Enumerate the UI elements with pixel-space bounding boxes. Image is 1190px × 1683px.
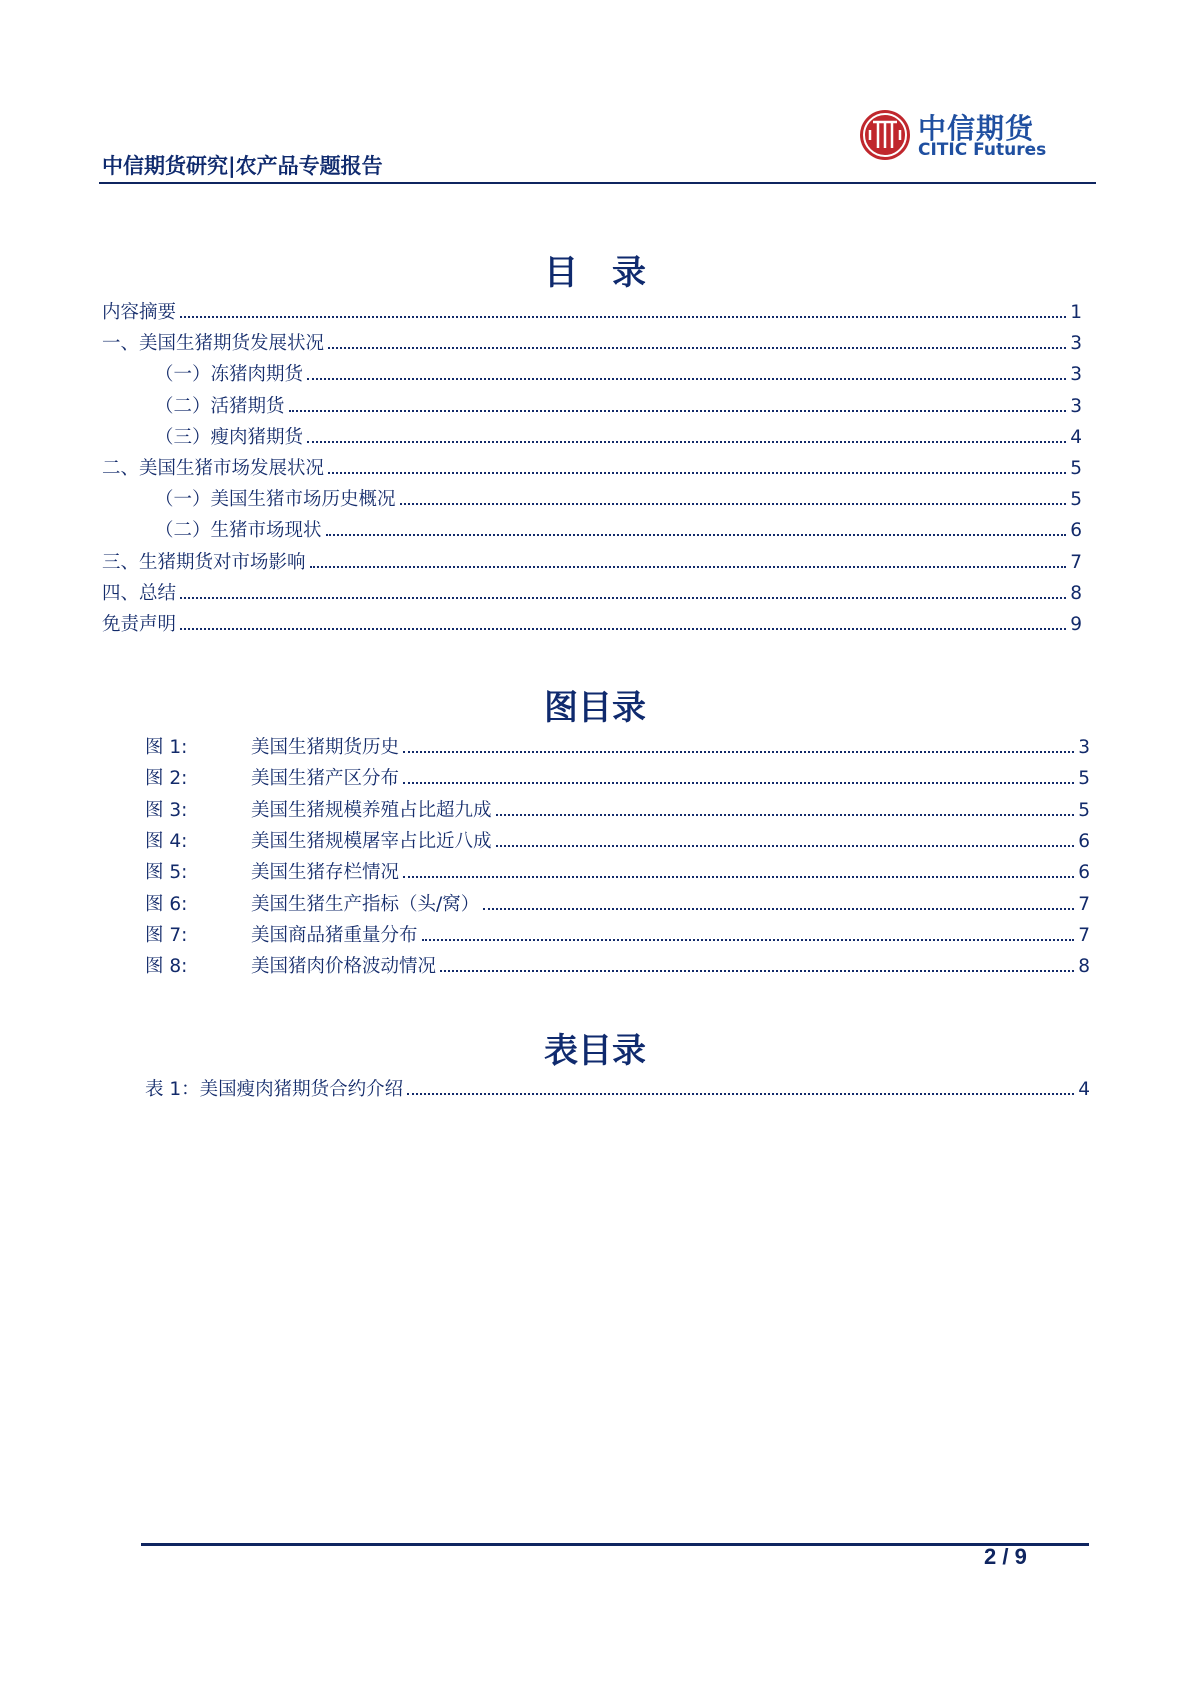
dot-leader [180,300,1066,318]
entry-page: 9 [1070,614,1082,635]
toc-entry[interactable] [155,423,1082,449]
dot-leader [307,425,1066,443]
entry-number: 图 1: [145,737,188,758]
entry-text: 美国生猪规模养殖占比超九成 [251,799,492,821]
toc-entry[interactable] [145,921,1090,947]
dot-leader [400,487,1067,505]
entry-page: 8 [1078,956,1090,978]
entry-page: 3 [1070,395,1082,417]
entry-page: 8 [1070,582,1082,604]
entry-page: 5 [1070,458,1082,479]
entry-text: 美国生猪生产指标（头/窝） [251,893,480,915]
entry-number: 图 7: [145,924,188,946]
logo-text-cn: 中信期货 [918,112,1035,145]
entry-label [102,454,324,480]
dot-leader [407,1077,1074,1095]
entry-text: 免责声明 [102,614,177,635]
toc-title: 目 录 [544,253,646,293]
toc-entry[interactable] [145,858,1090,884]
entry-text: 二、美国生猪市场发展状况 [102,458,325,479]
toc-entry[interactable] [155,516,1082,542]
dot-leader [180,581,1066,599]
entry-page: 6 [1078,862,1090,884]
logo-text-en: CITIC Futures [918,140,1047,160]
entry-label [155,360,303,386]
dot-leader [496,798,1075,816]
dot-leader [310,550,1067,568]
entry-page: 7 [1078,893,1090,915]
dot-leader [483,892,1074,910]
toc-entry[interactable] [155,485,1082,511]
entry-text: 美国生猪期货历史 [251,737,400,758]
entry-label [102,298,176,324]
entry-page: 6 [1070,520,1082,542]
entry-number: 图 3: [145,799,188,821]
entry-text: （一）冻猪肉期货 [155,364,304,386]
entry-text: 美国生猪规模屠宰占比近八成 [251,830,492,852]
entry-label [145,796,492,822]
entry-label [155,485,396,511]
toc-entry[interactable] [155,360,1082,386]
entry-label [155,516,322,542]
toc-entry[interactable] [102,610,1082,636]
entry-label [102,548,306,574]
entry-page: 7 [1070,551,1082,573]
entry-number: 图 2: [145,768,188,790]
entry-text: 内容摘要 [102,302,177,323]
toc-entry[interactable] [102,454,1082,480]
entry-page: 3 [1078,737,1090,758]
entry-label [155,392,285,418]
toc-entry[interactable] [102,579,1082,605]
entry-page: 6 [1078,830,1090,852]
toc-entry[interactable] [145,952,1090,978]
entry-page: 1 [1070,302,1082,323]
toc-entry[interactable] [145,796,1090,822]
entry-text: 四、总结 [102,582,177,604]
entry-label [155,423,303,449]
entry-page: 5 [1078,768,1090,790]
entry-number: 图 5: [145,862,188,884]
entry-text: 美国生猪产区分布 [251,768,400,790]
entry-label [145,952,436,978]
entry-page: 3 [1070,364,1082,386]
toc-entry[interactable] [145,764,1090,790]
entry-page: 5 [1070,489,1082,511]
toc-entry[interactable] [102,298,1082,324]
entry-label [102,329,324,355]
entry-label [145,1075,403,1101]
entry-page: 7 [1078,924,1090,946]
footer-divider [141,1543,1089,1546]
toc-entry[interactable] [145,733,1090,759]
figure-list-title: 图目录 [544,688,646,728]
dot-leader [328,331,1066,349]
entry-number: 图 6: [145,893,188,915]
page-number: 2 / 9 [984,1544,1027,1569]
dot-leader [289,394,1067,412]
entry-number: 图 4: [145,830,188,852]
toc-entry[interactable] [155,392,1082,418]
entry-text: 美国猪肉价格波动情况 [251,956,437,978]
entry-label [102,579,176,605]
entry-page: 4 [1078,1079,1090,1100]
toc-entry[interactable] [145,1075,1090,1101]
report-header-title: 中信期货研究|农产品专题报告 [102,154,383,178]
citic-emblem-icon [858,108,912,162]
entry-text: （二）活猪期货 [155,395,285,417]
entry-label [102,610,176,636]
header-divider [99,182,1096,184]
dot-leader [440,954,1074,972]
entry-text: 表 1：美国瘦肉猪期货合约介绍 [145,1079,404,1100]
entry-text: （二）生猪市场现状 [155,520,322,542]
entry-label [145,733,399,759]
entry-text: （三）瘦肉猪期货 [155,426,304,448]
entry-label [145,827,492,853]
toc-entry[interactable] [102,329,1082,355]
entry-text: 三、生猪期货对市场影响 [102,551,306,573]
entry-text: 美国商品猪重量分布 [251,924,418,946]
dot-leader [326,518,1067,536]
dot-leader [180,612,1066,630]
table-list-title: 表目录 [544,1031,646,1071]
dot-leader [496,829,1075,847]
toc-entry[interactable] [145,827,1090,853]
entry-text: 一、美国生猪期货发展状况 [102,333,325,355]
entry-number: 图 8: [145,956,188,978]
entry-label [145,858,399,884]
dot-leader [307,362,1066,380]
entry-label [145,921,418,947]
entry-text: （一）美国生猪市场历史概况 [155,489,396,511]
entry-page: 3 [1070,333,1082,355]
entry-label [145,890,479,916]
entry-label [145,764,399,790]
entry-page: 4 [1070,426,1082,448]
dot-leader [403,735,1074,753]
toc-entry[interactable] [102,548,1082,574]
entry-text: 美国生猪存栏情况 [251,862,400,884]
toc-entry[interactable] [145,890,1090,916]
dot-leader [328,456,1066,474]
dot-leader [422,923,1075,941]
citic-futures-logo [858,107,1058,163]
dot-leader [403,766,1074,784]
dot-leader [403,860,1074,878]
entry-page: 5 [1078,799,1090,821]
